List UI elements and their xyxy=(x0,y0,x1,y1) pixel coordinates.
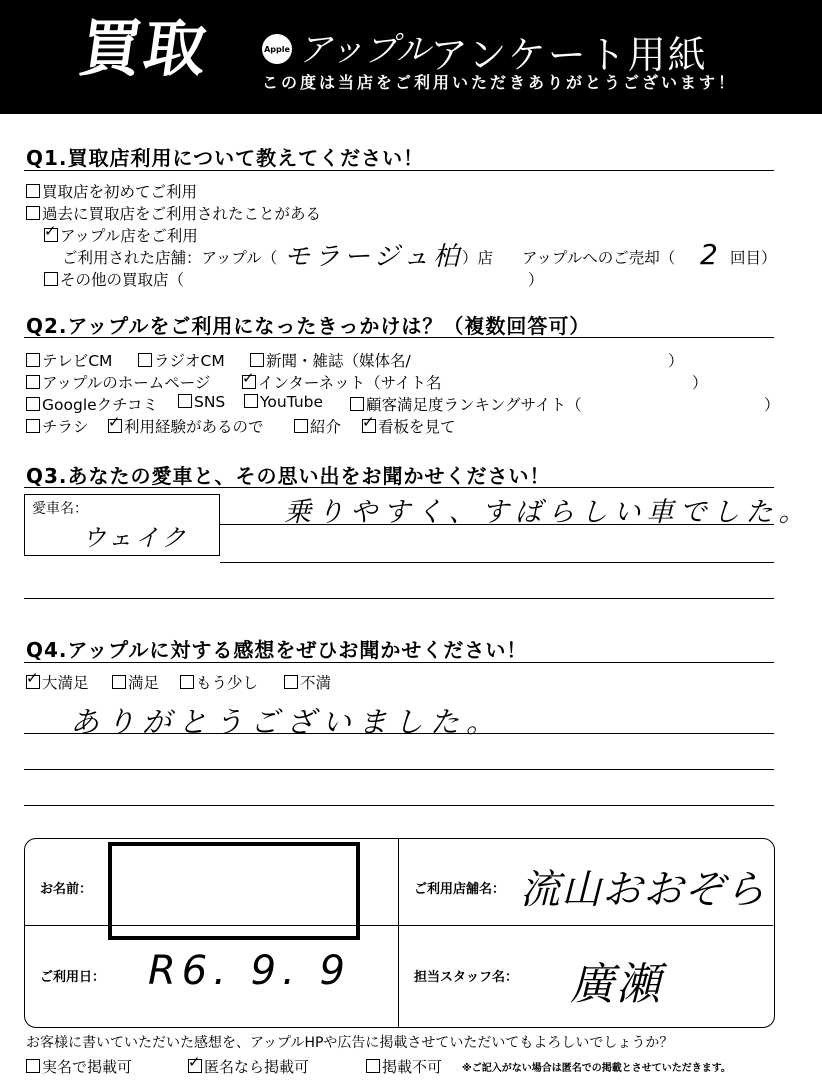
checkbox[interactable] xyxy=(112,675,126,689)
q2-option-experience[interactable]: ✓ 利用経験があるので xyxy=(108,415,264,437)
checkbox[interactable] xyxy=(26,397,40,411)
q1-count-label: アップルへのご売却（ xyxy=(522,249,676,267)
q1-store-value: モラージュ柏 xyxy=(284,242,463,272)
q2-internet-close: ） xyxy=(692,374,708,392)
staff-value: 廣瀬 xyxy=(570,959,662,1010)
q2-option-internet[interactable]: ✓ インターネット（サイト名 xyxy=(242,371,442,393)
q3-underline xyxy=(24,487,774,488)
checkbox-checked[interactable] xyxy=(44,228,58,242)
q2-option-newspaper[interactable]: 新聞・雑誌（媒体名/ xyxy=(250,349,411,371)
q1-count-value: 2 xyxy=(700,238,718,271)
checkbox[interactable] xyxy=(26,206,40,220)
checkbox[interactable] xyxy=(26,1059,40,1073)
q3-line-3 xyxy=(24,598,774,599)
checkbox[interactable] xyxy=(366,1059,380,1073)
checkbox[interactable] xyxy=(284,675,298,689)
q4-comment-text: ありがとうございました。 xyxy=(70,705,503,739)
q1-option-first[interactable]: 買取店を初めてご利用 xyxy=(26,180,197,202)
q1-count-suffix: 回目） xyxy=(730,249,777,267)
header-subtitle: この度は当店をご利用いただきありがとうございます！ xyxy=(262,73,738,92)
q1-option-other[interactable]: その他の買取店（ xyxy=(44,268,184,290)
header-title: アンケート用紙 xyxy=(430,33,708,77)
q2-option-flyer[interactable]: チラシ xyxy=(26,415,89,437)
q2-option-sns[interactable]: SNS xyxy=(178,393,225,411)
checkbox[interactable] xyxy=(350,397,364,411)
q3-line-2 xyxy=(220,562,774,563)
checkbox-checked[interactable] xyxy=(108,419,122,433)
store-name-label: ご利用店舗名： xyxy=(414,882,506,897)
q2-ranking-close: ） xyxy=(764,396,780,414)
apple-logo-icon: Apple xyxy=(262,34,292,64)
q2-option-google[interactable]: Googleクチコミ xyxy=(26,393,158,415)
consent-option-real-name[interactable]: 実名で掲載可 xyxy=(26,1056,132,1077)
q2-option-homepage[interactable]: アップルのホームページ xyxy=(26,371,211,393)
q1-option-past[interactable]: 過去に買取店をご利用されたことがある xyxy=(26,202,321,224)
staff-label: 担当スタッフ名： xyxy=(414,970,519,985)
q2-newspaper-close: ） xyxy=(668,352,684,370)
box-vertical-divider xyxy=(398,838,399,1028)
checkbox[interactable] xyxy=(26,184,40,198)
q2-underline xyxy=(24,337,774,338)
checkbox[interactable] xyxy=(250,353,264,367)
q1-other-close: ） xyxy=(528,271,544,289)
q2-title: Q2.アップルをご利用になったきっかけは？（複数回答可） xyxy=(26,314,591,338)
q4-line-3 xyxy=(24,805,774,806)
q2-option-tvcm[interactable]: テレビCM xyxy=(26,349,112,371)
q2-option-signboard[interactable]: ✓ 看板を見て xyxy=(362,415,456,437)
checkbox-checked[interactable] xyxy=(188,1059,202,1073)
checkbox[interactable] xyxy=(180,675,194,689)
consent-question: お客様に書いていただいた感想を、アップルHPや広告に掲載させていただいてもよろしいでしょうか？ xyxy=(26,1035,674,1051)
consent-note: ※ご記入がない場合は匿名での掲載とさせていただきます。 xyxy=(462,1063,731,1074)
brand-name: アップル xyxy=(298,30,431,70)
q3-line-1 xyxy=(220,524,774,525)
q4-option-somewhat[interactable]: もう少し xyxy=(180,671,258,693)
q3-title: Q3.あなたの愛車と、その思い出をお聞かせください！ xyxy=(26,464,551,488)
consent-option-no[interactable]: 掲載不可 xyxy=(366,1056,442,1077)
checkbox[interactable] xyxy=(44,272,58,286)
q1-title: Q1.買取店利用について教えてください！ xyxy=(26,146,425,170)
checkbox[interactable] xyxy=(244,394,258,408)
car-name-value: ウェイク xyxy=(82,524,189,552)
q2-option-radiocm[interactable]: ラジオCM xyxy=(138,349,225,371)
checkbox-checked[interactable] xyxy=(362,419,376,433)
store-name-value: 流山おおぞら xyxy=(520,867,766,913)
q4-underline xyxy=(24,662,774,663)
q2-option-ranking[interactable]: 顧客満足度ランキングサイト（ xyxy=(350,393,581,415)
name-field[interactable] xyxy=(108,842,360,940)
q1-underline xyxy=(24,170,774,171)
q1-option-apple[interactable]: ✓アップル店をご利用 xyxy=(44,224,198,246)
q4-line-2 xyxy=(24,769,774,770)
q2-option-youtube[interactable]: YouTube xyxy=(244,393,323,411)
checkbox-checked[interactable] xyxy=(26,675,40,689)
checkbox[interactable] xyxy=(138,353,152,367)
date-label: ご利用日： xyxy=(40,970,106,985)
checkbox[interactable] xyxy=(178,394,192,408)
checkbox[interactable] xyxy=(294,419,308,433)
q4-line-1 xyxy=(24,733,774,734)
checkbox[interactable] xyxy=(26,419,40,433)
q3-memory-text: 乗りやすく、すばらしい車でした。 xyxy=(284,497,812,528)
date-value: R6. 9. 9 xyxy=(148,948,351,994)
name-label: お名前： xyxy=(40,882,93,897)
q4-option-unsatisfied[interactable]: 不満 xyxy=(284,671,331,693)
checkbox[interactable] xyxy=(26,375,40,389)
consent-option-anonymous[interactable]: ✓ 匿名なら掲載可 xyxy=(188,1056,309,1077)
header-kaitori-logo: 買取 xyxy=(74,12,214,85)
q4-title: Q4.アップルに対する感想をぜひお聞かせください！ xyxy=(26,638,528,662)
q4-option-satisfied[interactable]: 満足 xyxy=(112,671,159,693)
q1-store-label: ご利用された店舗：アップル（ xyxy=(62,249,278,267)
q2-option-referral[interactable]: 紹介 xyxy=(294,415,341,437)
q1-store-suffix: ）店 xyxy=(462,249,494,267)
checkbox[interactable] xyxy=(26,353,40,367)
q4-option-very-satisfied[interactable]: ✓大満足 xyxy=(26,671,89,693)
car-name-label: 愛車名： xyxy=(32,501,88,517)
checkbox-checked[interactable] xyxy=(242,375,256,389)
